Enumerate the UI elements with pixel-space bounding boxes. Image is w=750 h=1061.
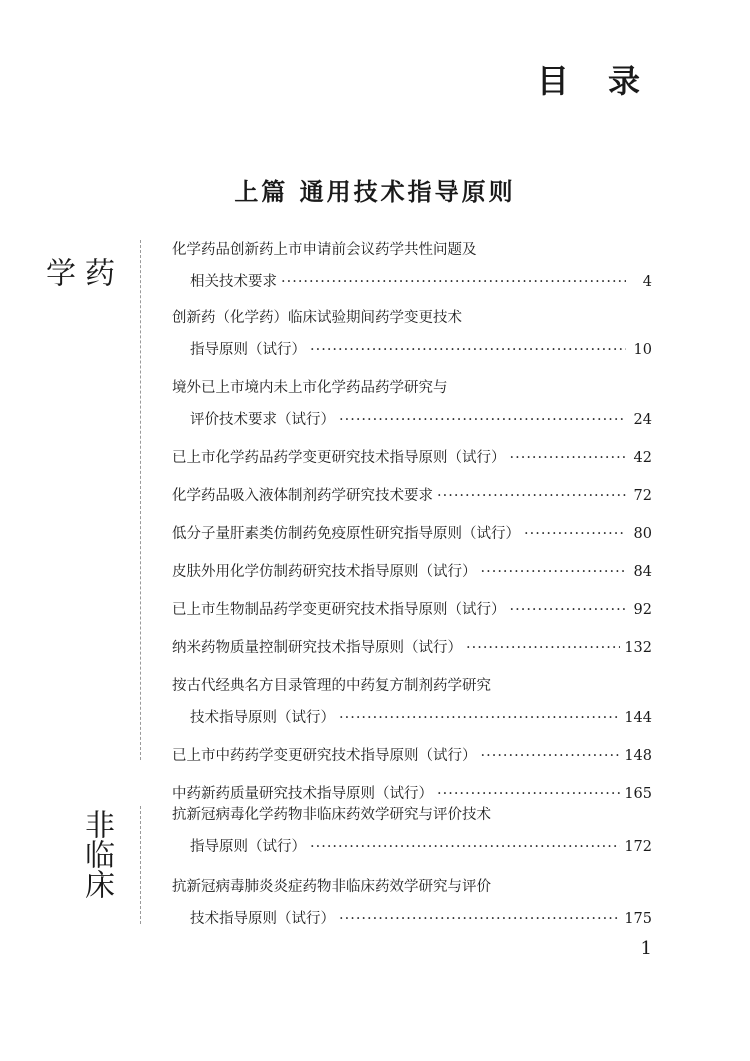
entry-title-line2: 相关技术要求 [190, 274, 277, 290]
toc-entry[interactable] [172, 747, 652, 781]
entry-title-line1: 按古代经典名方目录管理的中药复方制剂药学研究 [172, 678, 491, 694]
entry-title: 中药新药质量研究技术指导原则（试行） [172, 786, 433, 802]
leader-dots [481, 563, 627, 581]
toc-list [172, 236, 652, 819]
toc-entry[interactable] [172, 379, 652, 445]
entry-title-line2: 技术指导原则（试行） [190, 911, 335, 927]
entry-page-number: 24 [633, 412, 652, 428]
entry-page-number: 165 [624, 786, 652, 802]
entry-title-line2: 指导原则（试行） [190, 839, 306, 855]
leader-dots [339, 411, 626, 429]
toc-entry[interactable] [172, 309, 652, 375]
entry-title-line1: 抗新冠病毒肺炎炎症药物非临床药效学研究与评价 [172, 879, 491, 895]
leader-dots [510, 449, 627, 467]
leader-dots [281, 273, 626, 291]
entry-page-number: 148 [624, 748, 652, 764]
page-number: 1 [640, 938, 652, 959]
toc-entry[interactable] [172, 487, 652, 521]
entry-page-number: 72 [633, 488, 652, 504]
entry-title: 化学药品吸入液体制剂药学研究技术要求 [172, 488, 433, 504]
entry-title: 已上市化学药品药学变更研究技术指导原则（试行） [172, 450, 506, 466]
toc-list [172, 800, 652, 942]
page-title: 目 录 [536, 62, 654, 100]
entry-page-number: 132 [624, 640, 652, 656]
section-label: 药学 [40, 257, 114, 305]
toc-entry[interactable] [172, 639, 652, 673]
entry-page-number: 10 [633, 342, 652, 358]
toc-entry[interactable] [172, 525, 652, 559]
entry-title-line1: 化学药品创新药上市申请前会议药学共性问题及 [172, 242, 477, 258]
entry-title-line2: 评价技术要求（试行） [190, 412, 335, 428]
leader-dots [510, 601, 627, 619]
entry-page-number: 4 [642, 274, 652, 290]
entry-title-line2: 技术指导原则（试行） [190, 710, 335, 726]
entry-title: 已上市生物制品药学变更研究技术指导原则（试行） [172, 602, 506, 618]
toc-entry[interactable] [172, 601, 652, 635]
toc-entry[interactable] [172, 563, 652, 597]
entry-page-number: 144 [624, 710, 652, 726]
leader-dots [437, 487, 626, 505]
entry-page-number: 42 [633, 450, 652, 466]
entry-title-line2: 指导原则（试行） [190, 342, 306, 358]
entry-page-number: 92 [633, 602, 652, 618]
toc-entry[interactable] [172, 677, 652, 743]
toc-entry[interactable] [172, 878, 652, 942]
leader-dots [310, 341, 626, 359]
entry-page-number: 172 [624, 839, 652, 855]
leader-dots [466, 639, 620, 657]
leader-dots [310, 838, 620, 856]
entry-title: 低分子量肝素类仿制药免疫原性研究指导原则（试行） [172, 526, 520, 542]
entry-title: 纳米药物质量控制研究技术指导原则（试行） [172, 640, 462, 656]
entry-title-line1: 境外已上市境内未上市化学药品药学研究与 [172, 380, 448, 396]
section-divider [140, 240, 141, 760]
part-title: 上篇 通用技术指导原则 [234, 177, 516, 206]
toc-entry[interactable] [172, 806, 652, 872]
entry-title-line1: 创新药（化学药）临床试验期间药学变更技术 [172, 310, 462, 326]
leader-dots [339, 709, 620, 727]
entry-page-number: 84 [633, 564, 652, 580]
section-divider [140, 806, 141, 924]
leader-dots [339, 910, 620, 928]
entry-page-number: 175 [624, 911, 652, 927]
entry-title-line1: 抗新冠病毒化学药物非临床药效学研究与评价技术 [172, 807, 491, 823]
leader-dots [481, 747, 621, 765]
entry-page-number: 80 [633, 526, 652, 542]
entry-title: 已上市中药药学变更研究技术指导原则（试行） [172, 748, 477, 764]
leader-dots [524, 525, 626, 543]
section-label: 非临床 [79, 809, 114, 899]
entry-title: 皮肤外用化学仿制药研究技术指导原则（试行） [172, 564, 477, 580]
toc-entry[interactable] [172, 449, 652, 483]
toc-entry[interactable] [172, 241, 652, 305]
